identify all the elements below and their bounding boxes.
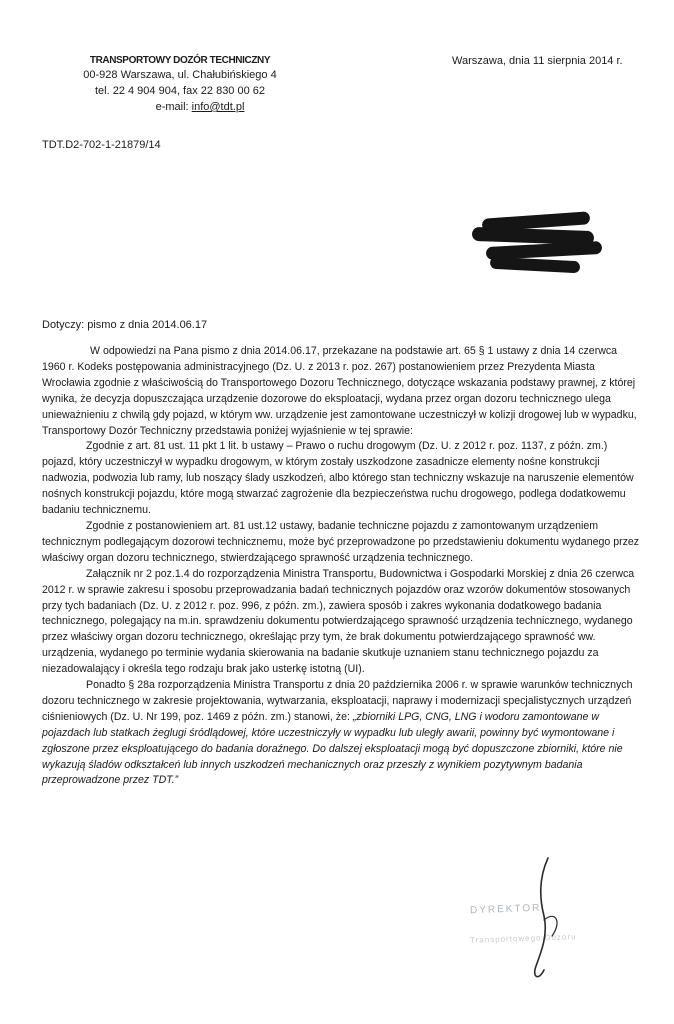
reference-number: TDT.D2-702-1-21879/14 [42, 139, 161, 151]
sender-org-name: TRANSPORTOWY DOZÓR TECHNICZNY [89, 55, 271, 66]
sender-email-link[interactable]: info@tdt.pl [191, 101, 245, 113]
body-paragraph-1: W odpowiedzi na Pana pismo z dnia 2014.06.17, przekazane na podstawie art. 65 § 1 ustawy z dnia 14 czerwca 1960 r. Kodeks postępowania administracyjnego (Dz. U. z 2013 r. poz. 267) postanowieniem przez Prezydenta Miasta Wrocławia zgodnie z właściwością do Transportowego Dozoru Technicznego, dotyczące wskazania podstawy prawnej, z której wynika, że decyzja dopuszczająca urządzenie dozorowe do eksploatacji, wydana przez organ dozoru technicznego ulega unieważnieniu z chwilą gdy pojazd, w którym ww. urządzenie jest zamontowane uczestniczył w kolizji drogowej lub w wypadku, Transportowy Dozór Techniczny przedstawia poniżej wyjaśnienie w tej sprawie: [42, 345, 637, 437]
stamp-title: DYREKTOR [469, 902, 542, 917]
handwritten-signature [440, 850, 590, 990]
sender-phone-fax: tel. 22 4 904 904, fax 22 830 00 62 [94, 85, 266, 97]
signature-stroke [535, 858, 548, 977]
body-paragraph-3: Zgodnie z postanowieniem art. 81 ust.12 ustawy, badanie techniczne pojazdu z zamontowanym urządzeniem technicznym podlegającym dozorowi technicznemu, może być przeprowadzone po przedstawieniu dokumentu wydanego przez właściwy organ dozoru technicznego, stwierdzającego sprawność urządzenia technicznego. [42, 519, 640, 564]
subject-line: Dotyczy: pismo z dnia 2014.06.17 [42, 319, 208, 331]
stamp-subtitle: Transportowego Dozoru [469, 932, 577, 945]
sender-letterhead [60, 54, 300, 115]
redacted-recipient [472, 215, 602, 277]
paragraph-5-lead: Ponadto § 28a rozporządzenia Ministra Transportu z dnia 20 października 2006 r. w sprawie warunków technicznych dozoru technicznego w zakresie projektowania, wytwarzania, eksploatacji, naprawy i modernizacji specjalistycznych urządzeń ciśnieniowych (Dz. U. Nr 199, poz. 1469 z późn. zm.) stanowi, że: [42, 679, 633, 723]
sender-email-row [60, 99, 300, 115]
body-paragraph-4: Załącznik nr 2 poz.1.4 do rozporządzenia Ministra Transportu, Budownictwa i Gospodarki Morskiej z dnia 26 czerwca 2012 r. w sprawie zakresu i sposobu przeprowadzania badań technicznych pojazdów oraz wzorów dokumentów stosowanych przy tych badaniach (Dz. U. z 2012 r. poz. 996, z późn. zm.), zawiera sposób i zakres wykonania dodatkowego badania technicznego, polegający na m.in. sprawdzeniu dokumentu potwierdzającego sprawność urządzenia technicznego, wydanego przez właściwy organ dozoru technicznego, określając przy tym, że brak dokumentu potwierdzającego sprawność ww. urządzenia, wydanego po terminie wydania skierowania na badanie skutkuje uznaniem stanu technicznego pojazdu za niezadowalający i określa tego rodzaju brak jako usterkę istotną (UI). [42, 567, 635, 676]
sender-email-label: e-mail: [155, 101, 192, 113]
paragraph-5-quote: „zbiorniki LPG, CNG, LNG i wodoru zamontowane w pojazdach lub statkach żeglugi śródlądowej, które uczestniczyły w wypadku lub uległy awarii, powinny być wymontowane i zgłoszone przez eksploatującego do badania doraźnego. Do dalszej eksploatacji mogą być dopuszczone zbiorniki, które nie wykazują śladów odkształceń lub innych uszkodzeń mechanicznych oraz przeszły z wynikiem pozytywnym badania przeprowadzone przez TDT.” [42, 710, 623, 787]
letter-body [42, 344, 640, 789]
body-paragraph-2: Zgodnie z art. 81 ust. 11 pkt 1 lit. b ustawy – Prawo o ruchu drogowym (Dz. U. z 2012 r. poz. 1137, z późn. zm.) pojazd, który uczestniczył w wypadku drogowym, w którym zostały uszkodzone zasadnicze elementy nośne konstrukcji nadwozia, podwozia lub ramy, lub noszący ślady uszkodzeń, albo którego stan techniczny wskazuje na naruszenie elementów nośnych konstrukcji pojazdu, które mogą stwarzać zagrożenie dla bezpieczeństwa ruchu drogowego, podlega dodatkowemu badaniu technicznemu. [42, 440, 634, 517]
redaction-bar [490, 257, 581, 274]
place-date: Warszawa, dnia 11 sierpnia 2014 r. [452, 55, 623, 67]
body-paragraph-5 [42, 678, 640, 789]
sender-address: 00-928 Warszawa, ul. Chałubińskiego 4 [83, 69, 277, 81]
